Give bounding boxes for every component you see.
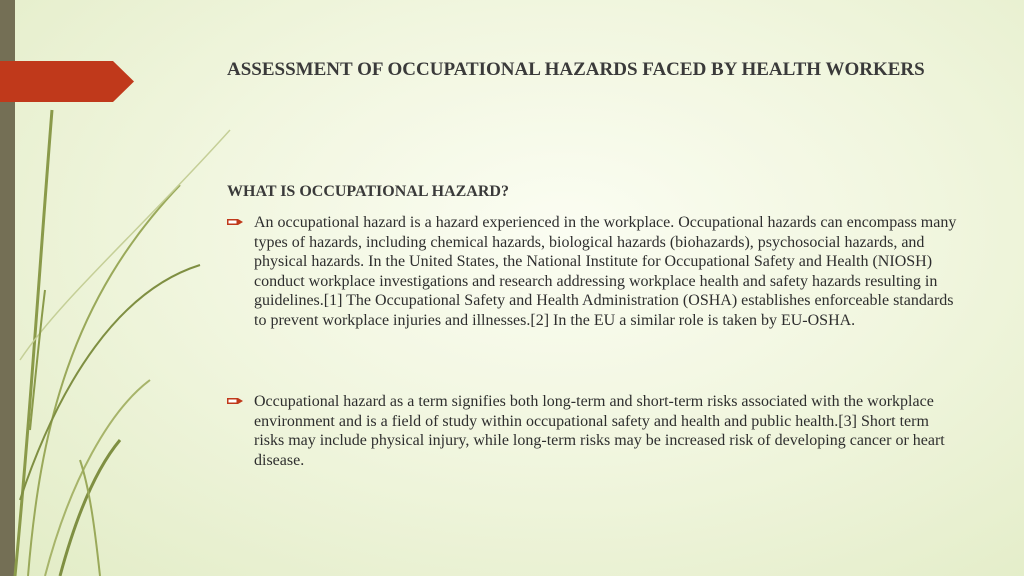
- bullet-item: [227, 392, 957, 470]
- bullet-item: [227, 213, 957, 330]
- bullet-text: Occupational hazard as a term signifies both long-term and short-term risks associated with the workplace environment and is a field of study within occupational safety and health and public health.[3] Short term risks may include physical injury, while long-term risks may be increased risk of developing cancer or heart disease.: [254, 393, 945, 469]
- title-accent-arrow: [0, 61, 134, 102]
- pencil-bullet-icon: [227, 395, 243, 407]
- section-heading: WHAT IS OCCUPATIONAL HAZARD?: [227, 183, 509, 200]
- pencil-bullet-icon: [227, 216, 243, 228]
- slide-title: ASSESSMENT OF OCCUPATIONAL HAZARDS FACED BY HEALTH WORKERS: [227, 59, 925, 80]
- bullet-text: An occupational hazard is a hazard experienced in the workplace. Occupational hazards can encompass many types of hazards, including chemical hazards, biological hazards (biohazards), psychosocial hazards, and physical hazards. In the United States, the National Institute for Occupational Safety and Health (NIOSH) conduct workplace investigations and research addressing workplace health and safety hazards resulting in guidelines.[1] The Occupational Safety and Health Administration (OSHA) establishes enforceable standards to prevent workplace injuries and illnesses.[2] In the EU a similar role is taken by EU-OSHA.: [254, 214, 957, 329]
